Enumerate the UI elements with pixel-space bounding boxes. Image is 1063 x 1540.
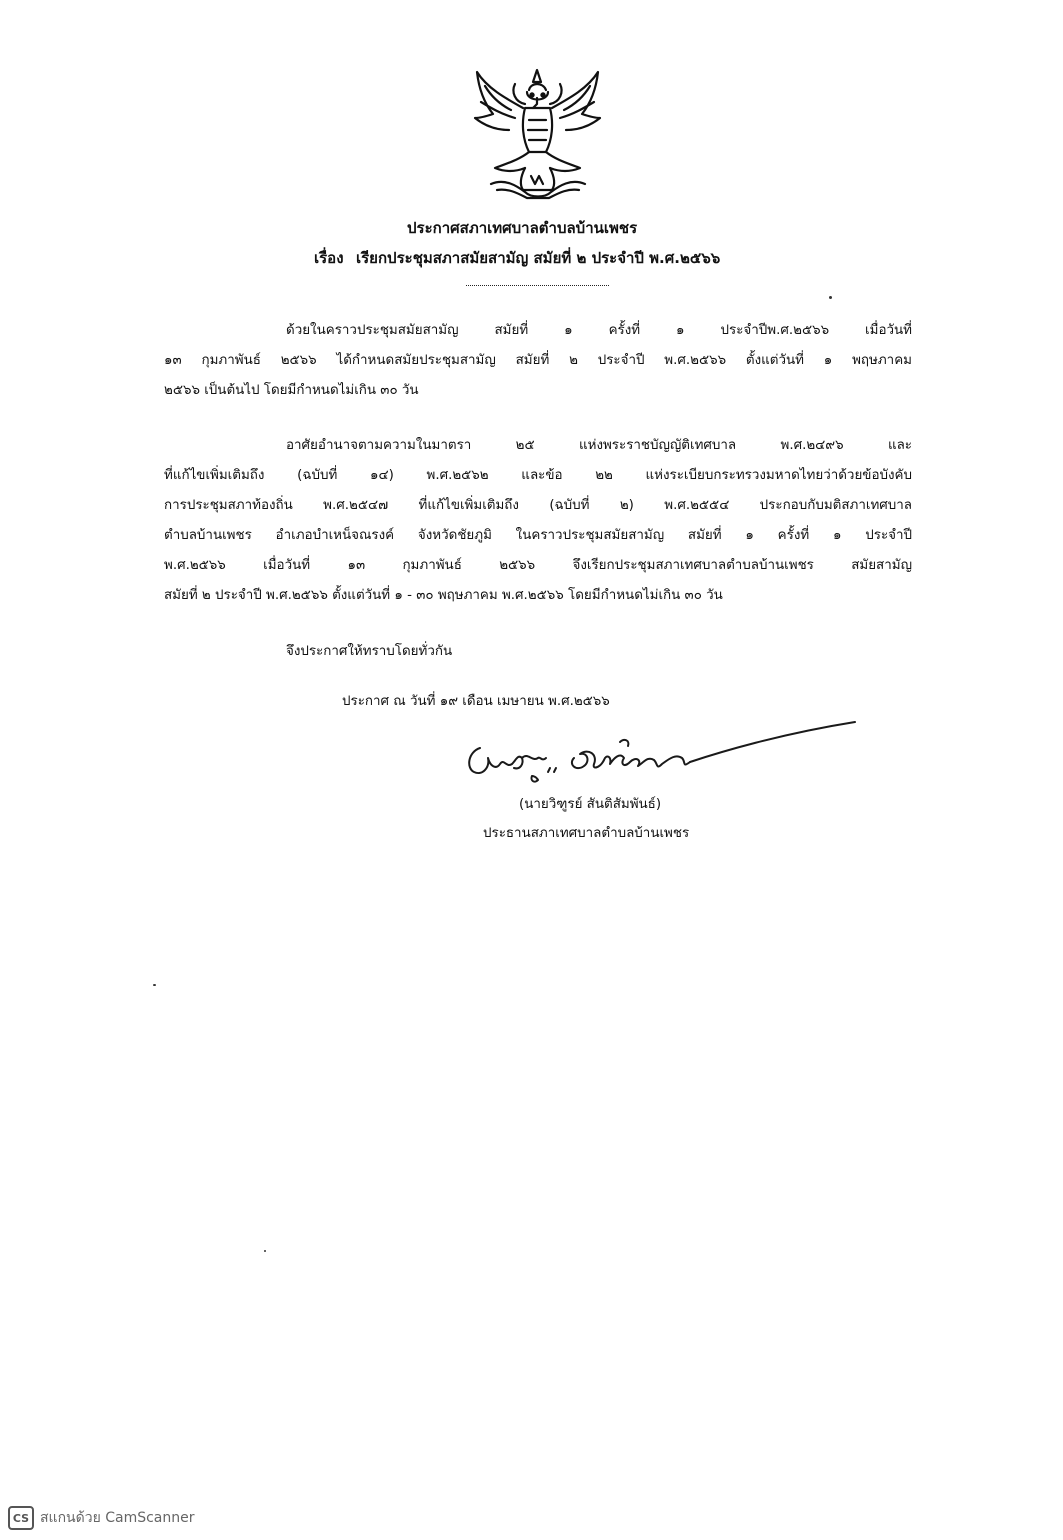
paragraph-2-line: การประชุมสภาท้องถิ่น พ.ศ.๒๕๔๗ ที่แก้ไขเพิ่มเติมถึง (ฉบับที่ ๒) พ.ศ.๒๕๕๔ ประกอบกับมติสภาเทศบาล: [164, 498, 912, 513]
paragraph-2-line: พ.ศ.๒๕๖๖ เมื่อวันที่ ๑๓ กุมภาพันธ์ ๒๕๖๖ จึงเรียกประชุมสภาเทศบาลตำบลบ้านเพชร สมัยสามัญ: [164, 558, 912, 573]
scanner-watermark: [8, 1506, 195, 1530]
scan-speck: [264, 1250, 266, 1252]
paragraph-2-line: ที่แก้ไขเพิ่มเติมถึง (ฉบับที่ ๑๔) พ.ศ.๒๕๖๒ และข้อ ๒๒ แห่งระเบียบกระทรวงมหาดไทยว่าด้วยข้อบังคับ: [164, 468, 912, 483]
subject-text: เรียกประชุมสภาสมัยสามัญ สมัยที่ ๒ ประจำปี พ.ศ.๒๕๖๖: [356, 249, 721, 267]
paragraph-2-line: ตำบลบ้านเพชร อำเภอบำเหน็จณรงค์ จังหวัดชัยภูมิ ในคราวประชุมสมัยสามัญ สมัยที่ ๑ ครั้งที่ ๑ ประจำปี: [164, 528, 912, 543]
paragraph-1-line: ๒๕๖๖ เป็นต้นไป โดยมีกำหนดไม่เกิน ๓๐ วัน: [164, 383, 419, 398]
signer-position: ประธานสภาเทศบาลตำบลบ้านเพชร: [483, 826, 690, 841]
scan-speck: [829, 296, 832, 299]
paragraph-1-line: ด้วยในคราวประชุมสมัยสามัญ สมัยที่ ๑ ครั้งที่ ๑ ประจำปีพ.ศ.๒๕๖๖ เมื่อวันที่: [286, 323, 912, 338]
document-title: ประกาศสภาเทศบาลตำบลบ้านเพชร: [407, 219, 638, 237]
paragraph-2-line: สมัยที่ ๒ ประจำปี พ.ศ.๒๕๖๖ ตั้งแต่วันที่ ๑ - ๓๐ พฤษภาคม พ.ศ.๒๕๖๖ โดยมีกำหนดไม่เกิน ๓๐ วัน: [164, 588, 723, 603]
garuda-emblem: [465, 68, 610, 203]
scan-speck: [153, 984, 156, 986]
announcement-date: ประกาศ ณ วันที่ ๑๙ เดือน เมษายน พ.ศ.๒๕๖๖: [342, 694, 610, 709]
camscanner-logo-icon: CS: [8, 1506, 34, 1530]
subject-label: เรื่อง: [314, 249, 344, 267]
title-separator: [466, 285, 609, 286]
paragraph-1: [164, 316, 912, 406]
paragraph-2-line: อาศัยอำนาจตามความในมาตรา ๒๕ แห่งพระราชบัญญัติเทศบาล พ.ศ.๒๔๙๖ และ: [286, 438, 912, 453]
paragraph-2: [164, 431, 912, 611]
closing-statement: จึงประกาศให้ทราบโดยทั่วกัน: [286, 644, 453, 659]
scanner-watermark-text: สแกนด้วย CamScanner: [40, 1510, 195, 1526]
signer-name: (นายวิฑูรย์ สันติสัมพันธ์): [519, 797, 662, 812]
paragraph-1-line: ๑๓ กุมภาพันธ์ ๒๕๖๖ ได้กำหนดสมัยประชุมสามัญ สมัยที่ ๒ ประจำปี พ.ศ.๒๕๖๖ ตั้งแต่วันที่ ๑ พฤษภาคม: [164, 353, 912, 368]
handwritten-signature: [460, 718, 860, 788]
